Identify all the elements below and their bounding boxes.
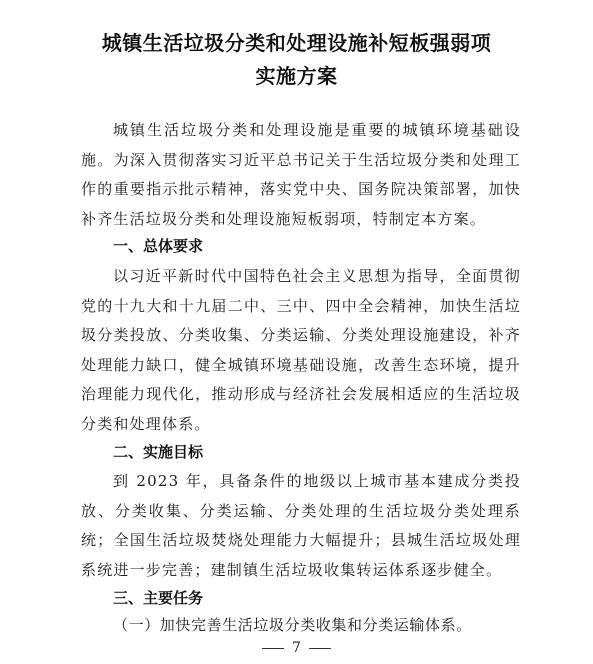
section-heading-implementation-goals: 二、实施目标 (113, 443, 204, 461)
intro-paragraph: 城镇生活垃圾分类和处理设施是重要的城镇环境基础设施。为深入贯彻落实习近平总书记关于生活垃圾分类和处理工作的重要指示批示精神，落实党中央、国务院决策部署，加快补齐生活垃圾分类和处理设施短板弱项，特制定本方案。 (81, 121, 521, 228)
page-number-left-dash (262, 648, 284, 649)
document-title-line-1: 城镇生活垃圾分类和处理设施补短板强弱项 (101, 31, 492, 55)
section-heading-main-tasks: 三、主要任务 (113, 589, 204, 607)
section-heading-general-requirements: 一、总体要求 (113, 237, 204, 255)
section-body-implementation-goals: 到 2023 年，具备条件的地级以上城市基本建成分类投放、分类收集、分类运输、分类处理的生活垃圾分类处理系统；全国生活垃圾焚烧处理能力大幅提升；县城生活垃圾处理系统进一步完善；建制镇生活垃圾收集转运体系逐步健全。 (81, 472, 521, 579)
section-body-general-requirements: 以习近平新时代中国特色社会主义思想为指导，全面贯彻党的十九大和十九届二中、三中、四中全会精神，加快生活垃圾分类投放、分类收集、分类运输、分类处理设施建设，补齐处理能力缺口，健全城镇环境基础设施，改善生态环境，提升治理能力现代化，推动形成与经济社会发展相适应的生活垃圾分类和处理体系。 (81, 267, 521, 433)
document-title-line-2: 实施方案 (255, 64, 338, 88)
subsection-heading-collection-transport: （一）加快完善生活垃圾分类收集和分类运输体系。 (113, 616, 472, 634)
page-number-right-dash (309, 648, 331, 649)
page-number (0, 640, 593, 656)
page-number-value: 7 (292, 640, 301, 656)
